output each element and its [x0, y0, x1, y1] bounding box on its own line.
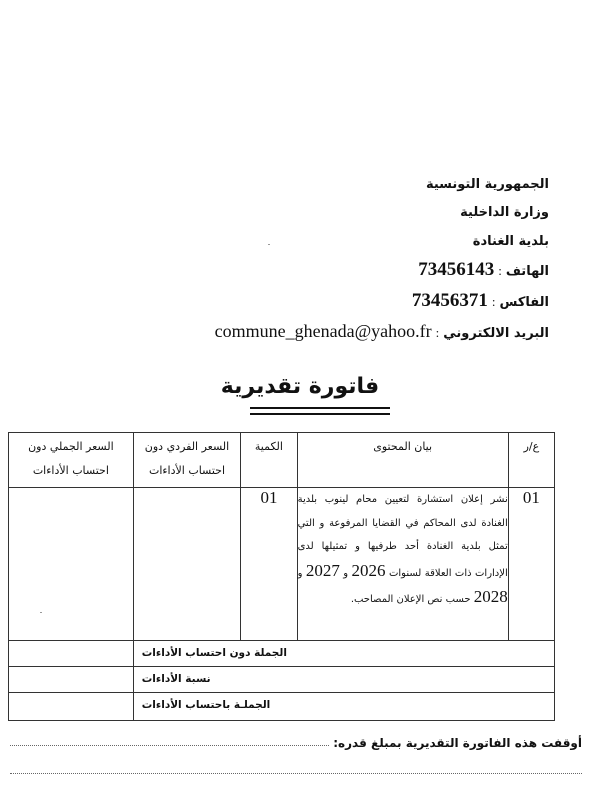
summary-value-total-incl-tax[interactable]: [9, 693, 134, 721]
email-label: البريد الالكتروني: [443, 326, 549, 341]
phone-label: الهاتف: [505, 264, 549, 279]
scan-speck: [40, 612, 42, 613]
row-total-price-field[interactable]: [9, 488, 134, 641]
phone-number: 73456143: [418, 259, 495, 280]
amount-dotted-field[interactable]: [10, 744, 329, 746]
col-header-description: بيان المحتوى: [297, 433, 508, 488]
col-header-no: ع/ر: [508, 433, 554, 488]
row-quantity: 01: [241, 488, 297, 641]
description-text-4: حسب نص الإعلان المصاحب.: [350, 594, 474, 605]
fax-label: الفاكس: [499, 295, 549, 310]
municipality-name: بلدية الغنادة: [472, 234, 549, 249]
summary-value-tax-rate[interactable]: [9, 667, 134, 693]
phone-line: [418, 259, 549, 281]
email-separator: :: [435, 325, 440, 340]
summary-value-total-excl-tax[interactable]: [9, 641, 134, 667]
description-text-2: و: [339, 567, 352, 579]
summary-row-total-incl-tax: [9, 693, 555, 721]
email-address[interactable]: commune_ghenada@yahoo.fr: [214, 321, 432, 341]
document-title-block: [220, 372, 380, 402]
col-header-quantity: الكمية: [241, 433, 297, 488]
summary-label-tax-rate: نسبة الأداءات: [133, 667, 554, 693]
summary-row-total-excl-tax: [9, 641, 555, 667]
summary-label-total-incl-tax: الجملـة باحتساب الأداءات: [133, 693, 554, 721]
email-line: [215, 321, 549, 342]
amount-statement-label: أوقفت هذه الفاتورة التقديرية بمبلغ قدره:: [333, 736, 582, 750]
fax-number: 73456371: [411, 290, 488, 311]
title-underline-top: [250, 407, 390, 409]
year-2026: 2026: [351, 560, 386, 580]
row-number: 01: [508, 488, 554, 641]
phone-separator: :: [498, 263, 502, 278]
document-title: فاتورة تقديرية: [220, 374, 380, 399]
row-description: [297, 488, 508, 641]
year-2028: 2028: [473, 587, 508, 606]
amount-dotted-field-continued[interactable]: [10, 773, 582, 774]
table-row: [9, 488, 555, 641]
description-text-3: و: [297, 567, 306, 579]
amount-statement-line: [10, 736, 582, 750]
year-2027: 2027: [305, 560, 340, 580]
col-header-unit-price: السعر الفردي دون احتساب الأداءات: [133, 433, 241, 488]
summary-label-total-excl-tax: الجملة دون احتساب الأداءات: [133, 641, 554, 667]
col-header-total-price: السعر الجملي دون احتساب الأداءات: [9, 433, 134, 488]
table-header-row: [9, 433, 555, 488]
scan-speck: [268, 244, 270, 245]
row-unit-price-field[interactable]: [133, 488, 241, 641]
country-name: الجمهورية التونسية: [425, 177, 549, 192]
fax-line: [412, 290, 549, 312]
description-text-1: نشر إعلان استشارة لتعيين محام لينوب بلدية الغنادة لدى المحاكم في القضايا المرفوعة و التي تمثل بلدية الغنادة أحد طرفيها و تمثيلها لدى الإدارات ذات العلاقة لسنوات: [297, 494, 508, 579]
title-underline-bottom: [250, 413, 390, 415]
ministry-name: وزارة الداخلية: [460, 205, 549, 220]
invoice-table: [8, 432, 555, 721]
fax-separator: :: [491, 294, 496, 309]
summary-row-tax-rate: [9, 667, 555, 693]
